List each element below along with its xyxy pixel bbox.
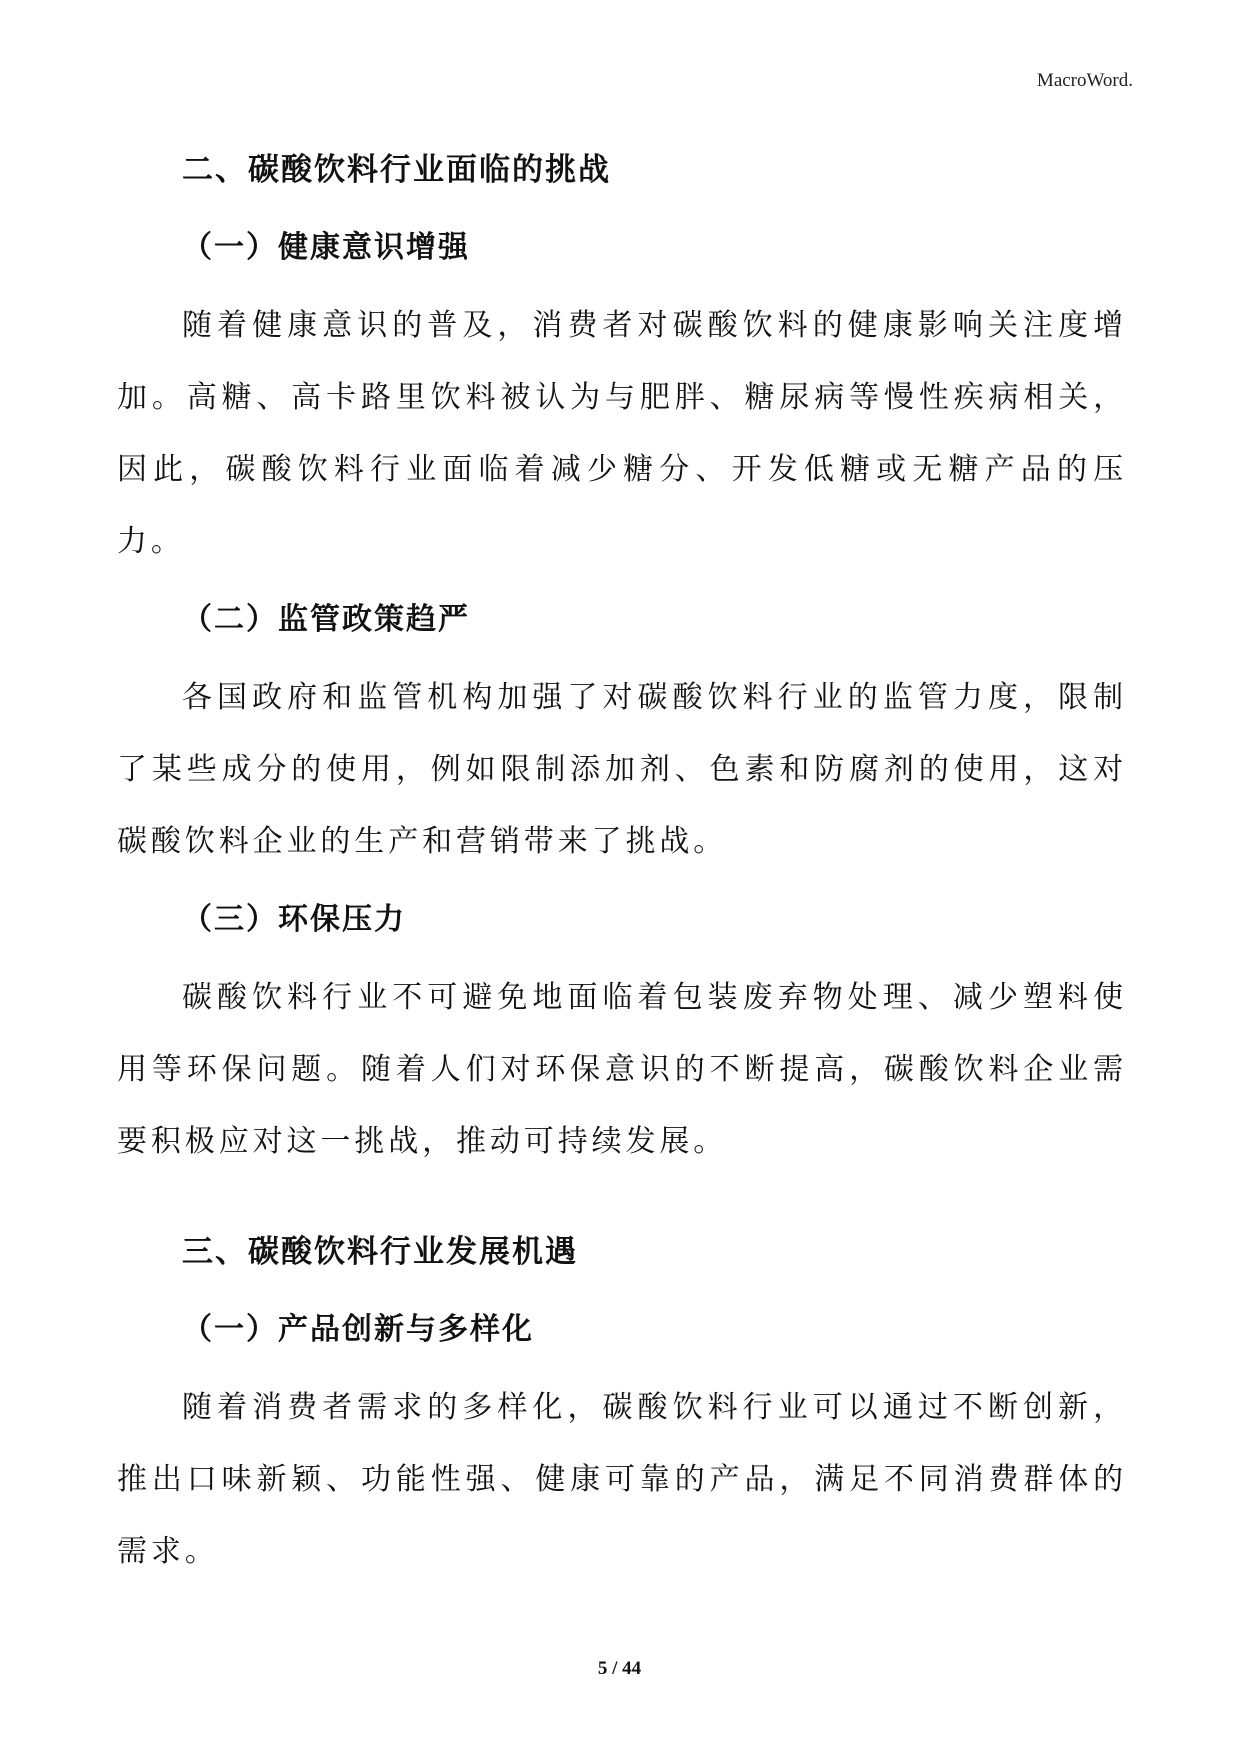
page-number: 5 / 44 xyxy=(597,1658,642,1679)
subsection-title: （一）产品创新与多样化 xyxy=(182,1312,534,1347)
document-body xyxy=(117,146,1127,1588)
subsection-title: （二）监管政策趋严 xyxy=(182,602,470,637)
header-brand: MacroWord. xyxy=(1036,70,1133,91)
paragraph: 随着消费者需求的多样化，碳酸饮料行业可以通过不断创新，推出口味新颖、功能性强、健康可靠的产品，满足不同消费群体的需求。 xyxy=(117,1390,1127,1569)
paragraph: 随着健康意识的普及，消费者对碳酸饮料的健康影响关注度增加。高糖、高卡路里饮料被认为与肥胖、糖尿病等慢性疾病相关，因此，碳酸饮料行业面临着减少糖分、开发低糖或无糖产品的压力。 xyxy=(117,308,1127,559)
section-heading: 二、碳酸饮料行业面临的挑战 xyxy=(182,152,611,188)
section-heading: 三、碳酸饮料行业发展机遇 xyxy=(182,1234,578,1270)
paragraph: 各国政府和监管机构加强了对碳酸饮料行业的监管力度，限制了某些成分的使用，例如限制添加剂、色素和防腐剂的使用，这对碳酸饮料企业的生产和营销带来了挑战。 xyxy=(117,680,1127,859)
paragraph: 碳酸饮料行业不可避免地面临着包装废弃物处理、减少塑料使用等环保问题。随着人们对环保意识的不断提高，碳酸饮料企业需要积极应对这一挑战，推动可持续发展。 xyxy=(117,980,1127,1159)
subsection-title: （一）健康意识增强 xyxy=(182,230,470,265)
subsection-title: （三）环保压力 xyxy=(182,902,406,937)
